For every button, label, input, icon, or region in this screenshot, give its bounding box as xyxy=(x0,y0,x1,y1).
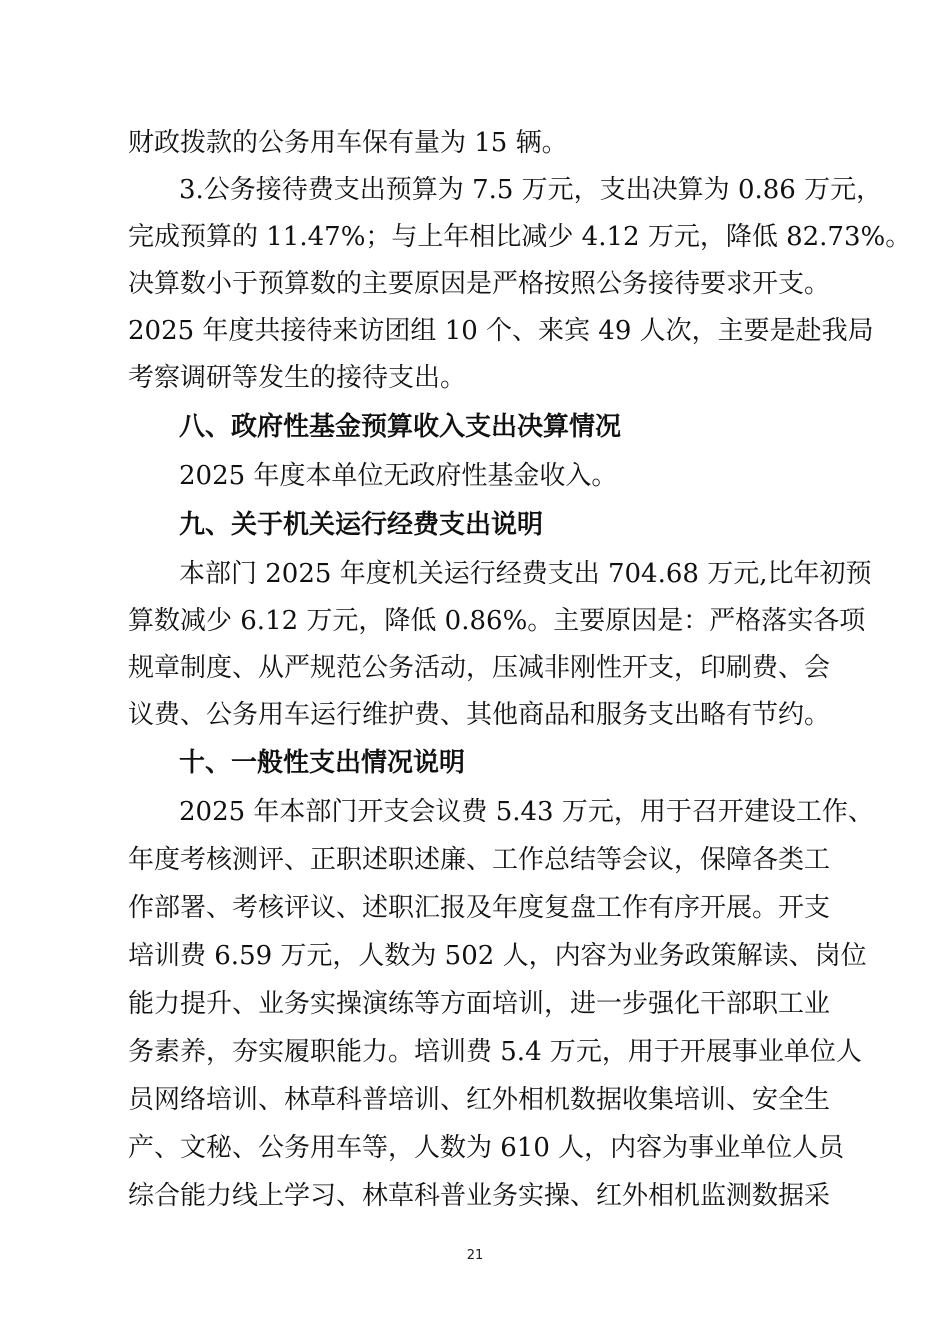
paragraph-line: 2025 年度本单位无政府性基金收入。 xyxy=(179,461,618,491)
paragraph-line: 能力提升、业务实操演练等方面培训，进一步强化干部职工业 xyxy=(128,989,831,1019)
paragraph-line: 作部署、考核评议、述职汇报及年度复盘工作有序开展。开支 xyxy=(128,893,831,923)
paragraph-line: 产、文秘、公务用车等，人数为 610 人，内容为事业单位人员 xyxy=(128,1133,845,1163)
section-heading: 八、政府性基金预算收入支出决算情况 xyxy=(179,412,622,442)
paragraph-line: 议费、公务用车运行维护费、其他商品和服务支出略有节约。 xyxy=(128,700,831,730)
paragraph-line: 培训费 6.59 万元，人数为 502 人，内容为业务政策解读、岗位 xyxy=(128,941,867,971)
section-heading: 九、关于机关运行经费支出说明 xyxy=(179,510,544,540)
paragraph-line: 2025 年度共接待来访团组 10 个、来宾 49 人次，主要是赴我局 xyxy=(128,316,874,346)
paragraph-line: 年度考核测评、正职述职述廉、工作总结等会议，保障各类工 xyxy=(128,845,831,875)
paragraph-line: 财政拨款的公务用车保有量为 15 辆。 xyxy=(128,128,568,158)
paragraph-line: 完成预算的 11.47%；与上年相比减少 4.12 万元，降低 82.73%。 xyxy=(128,222,912,252)
paragraph-line: 3.公务接待费支出预算为 7.5 万元，支出决算为 0.86 万元， xyxy=(179,175,883,205)
paragraph-line: 决算数小于预算数的主要原因是严格按照公务接待要求开支。 xyxy=(128,269,831,299)
paragraph-line: 规章制度、从严规范公务活动，压减非刚性开支，印刷费、会 xyxy=(128,653,831,683)
paragraph-line: 考察调研等发生的接待支出。 xyxy=(128,363,467,393)
paragraph-line: 务素养，夯实履职能力。培训费 5.4 万元，用于开展事业单位人 xyxy=(128,1037,862,1067)
section-heading: 十、一般性支出情况说明 xyxy=(179,748,466,778)
page-number: 21 xyxy=(466,1248,484,1263)
paragraph-line: 综合能力线上学习、林草科普业务实操、红外相机监测数据采 xyxy=(128,1181,831,1211)
paragraph-line: 本部门 2025 年度机关运行经费支出 704.68 万元,比年初预 xyxy=(179,559,872,589)
paragraph-line: 2025 年本部门开支会议费 5.43 万元，用于召开建设工作、 xyxy=(179,797,874,827)
paragraph-line: 算数减少 6.12 万元，降低 0.86%。主要原因是：严格落实各项 xyxy=(128,606,866,636)
paragraph-line: 员网络培训、林草科普培训、红外相机数据收集培训、安全生 xyxy=(128,1085,831,1115)
